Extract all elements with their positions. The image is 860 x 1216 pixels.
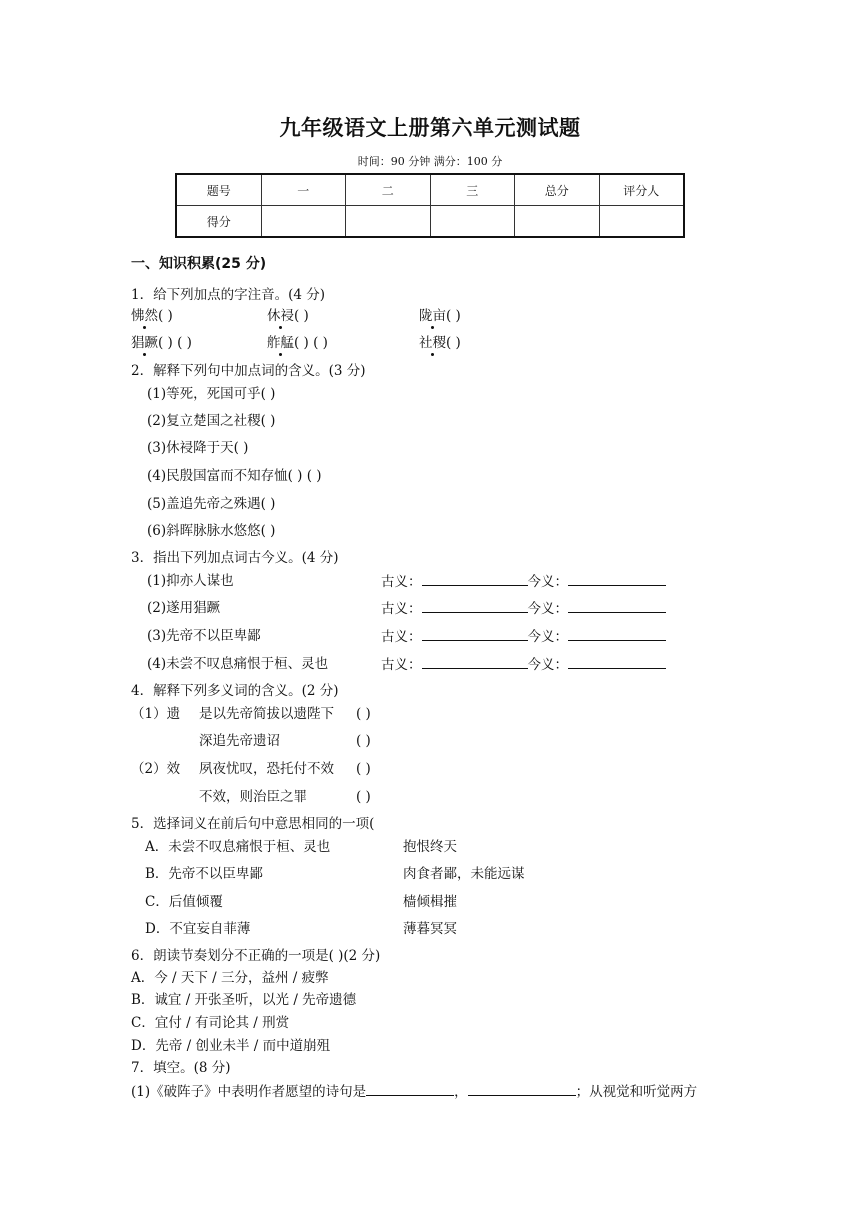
- q4-text: 深追先帝遗诏: [199, 733, 280, 749]
- jin-blank[interactable]: [568, 654, 666, 669]
- q2-item[interactable]: (3)休祲降于天( ): [147, 440, 249, 456]
- q2-item[interactable]: (2)复立楚国之社稷( ): [147, 413, 276, 429]
- q3-stem: 3．指出下列加点词古今义。(4 分): [131, 550, 339, 566]
- q1-word: 陇亩: [419, 308, 446, 324]
- q5-option-left[interactable]: B．先帝不以臣卑鄙: [145, 866, 263, 882]
- q3-answer-line: [381, 571, 666, 592]
- gu-blank[interactable]: [422, 571, 528, 586]
- q1-blank[interactable]: ( ): [294, 308, 309, 324]
- q1-row2-c: [419, 333, 461, 353]
- q1-blank[interactable]: ( ): [158, 308, 173, 324]
- q5-option-left[interactable]: A．未尝不叹息痛恨于桓、灵也: [145, 839, 331, 855]
- q7-stem: 7．填空。(8 分): [131, 1060, 231, 1076]
- header-cell: 一: [261, 174, 346, 206]
- q1-stem: 1．给下列加点的字注音。(4 分): [131, 287, 326, 303]
- q5-option-right: 肉食者鄙，未能远谋: [403, 866, 525, 882]
- score-table: [175, 173, 685, 238]
- q7-text: ，: [454, 1084, 468, 1100]
- q1-word: 社稷: [419, 335, 446, 351]
- q4-blank[interactable]: ( ): [356, 761, 371, 777]
- gu-label: 古义：: [381, 629, 422, 645]
- gu-blank[interactable]: [422, 654, 528, 669]
- q3-answer-line: [381, 654, 666, 675]
- jin-blank[interactable]: [568, 571, 666, 586]
- q7-text: ；从视觉和听觉两方: [575, 1084, 698, 1100]
- score-cell[interactable]: [430, 206, 515, 238]
- q4-blank[interactable]: ( ): [356, 789, 371, 805]
- score-cell[interactable]: [515, 206, 600, 238]
- q5-option-left[interactable]: D．不宜妄自菲薄: [145, 921, 251, 937]
- q1-blank[interactable]: ( ): [446, 308, 461, 324]
- q1-row2-b: [267, 333, 328, 353]
- gu-label: 古义：: [381, 601, 422, 617]
- q3-item: (2)遂用猖蹶: [147, 600, 221, 616]
- gu-blank[interactable]: [422, 598, 528, 613]
- score-cell[interactable]: [599, 206, 684, 238]
- q1-word: 猖蹶: [131, 335, 158, 351]
- q6-option[interactable]: D．先帝 / 创业未半 / 而中道崩殂: [131, 1038, 331, 1054]
- q6-option[interactable]: A．今 / 天下 / 三分，益州 / 疲弊: [131, 970, 329, 986]
- q3-answer-line: [381, 598, 666, 619]
- q1-word: 舴艋: [267, 335, 294, 351]
- q2-stem: 2．解释下列句中加点词的含义。(3 分): [131, 363, 366, 379]
- q4-blank[interactable]: ( ): [356, 733, 371, 749]
- q6-option[interactable]: C．宜付 / 有司论其 / 刑赏: [131, 1015, 290, 1031]
- q1-row2-a: [131, 333, 192, 353]
- jin-label: 今义：: [527, 629, 568, 645]
- q1-row1-b: [267, 306, 309, 326]
- q1-blank[interactable]: ( ) ( ): [294, 335, 328, 351]
- q3-answer-line: [381, 626, 666, 647]
- header-cell: 二: [346, 174, 431, 206]
- score-cell[interactable]: [261, 206, 346, 238]
- q3-item: (1)抑亦人谋也: [147, 573, 234, 589]
- q5-option-right: 樯倾楫摧: [403, 894, 457, 910]
- score-table-header-row: [176, 174, 684, 206]
- q4-stem: 4．解释下列多义词的含义。(2 分): [131, 683, 339, 699]
- q2-item[interactable]: (5)盖追先帝之殊遇( ): [147, 496, 276, 512]
- q1-word: 休祲: [267, 308, 294, 324]
- q3-item: (4)未尝不叹息痛恨于桓、灵也: [147, 656, 329, 672]
- jin-label: 今义：: [527, 657, 568, 673]
- jin-blank[interactable]: [568, 626, 666, 641]
- q1-row1-c: [419, 306, 461, 326]
- q1-blank[interactable]: ( ) ( ): [158, 335, 192, 351]
- section-1-title: 一、知识积累(25 分): [131, 256, 267, 272]
- q4-num: （2）效: [131, 761, 181, 777]
- q7-blank[interactable]: [468, 1081, 576, 1096]
- gu-label: 古义：: [381, 657, 422, 673]
- q1-row1-a: [131, 306, 173, 326]
- header-cell: 评分人: [599, 174, 684, 206]
- score-cell[interactable]: [346, 206, 431, 238]
- jin-blank[interactable]: [568, 598, 666, 613]
- q5-option-left[interactable]: C．后值倾覆: [145, 894, 223, 910]
- header-cell: 总分: [515, 174, 600, 206]
- q7-text: (1)《破阵子》中表明作者愿望的诗句是: [131, 1084, 367, 1100]
- exam-meta: 时间：90 分钟 满分：100 分: [357, 155, 503, 168]
- q4-blank[interactable]: ( ): [356, 706, 371, 722]
- q2-item[interactable]: (6)斜晖脉脉水悠悠( ): [147, 523, 276, 539]
- row-label: 得分: [176, 206, 261, 238]
- q5-option-right: 薄暮冥冥: [403, 921, 457, 937]
- q6-option[interactable]: B．诚宜 / 开张圣听，以光 / 先帝遗德: [131, 992, 357, 1008]
- q4-text: 不效，则治臣之罪: [199, 789, 307, 805]
- header-cell: 题号: [176, 174, 261, 206]
- q6-stem: 6．朗读节奏划分不正确的一项是( )(2 分): [131, 948, 381, 964]
- page-title: 九年级语文上册第六单元测试题: [279, 116, 581, 140]
- q5-stem: 5．选择词义在前后句中意思相同的一项(: [131, 816, 375, 832]
- gu-label: 古义：: [381, 574, 422, 590]
- q4-text: 是以先帝简拔以遗陛下: [199, 706, 334, 722]
- header-cell: 三: [430, 174, 515, 206]
- q3-item: (3)先帝不以臣卑鄙: [147, 628, 261, 644]
- q7-line-1: [131, 1081, 697, 1102]
- q1-blank[interactable]: ( ): [446, 335, 461, 351]
- q2-item[interactable]: (4)民殷国富而不知存恤( ) ( ): [147, 468, 322, 484]
- q1-word: 怫然: [131, 308, 158, 324]
- score-table-score-row: [176, 206, 684, 238]
- q4-text: 夙夜忧叹，恐托付不效: [199, 761, 334, 777]
- q5-option-right: 抱恨终天: [403, 839, 457, 855]
- q2-item[interactable]: (1)等死，死国可乎( ): [147, 386, 276, 402]
- jin-label: 今义：: [527, 601, 568, 617]
- q4-num: （1）遗: [131, 706, 181, 722]
- q7-blank[interactable]: [366, 1081, 454, 1096]
- jin-label: 今义：: [527, 574, 568, 590]
- gu-blank[interactable]: [422, 626, 528, 641]
